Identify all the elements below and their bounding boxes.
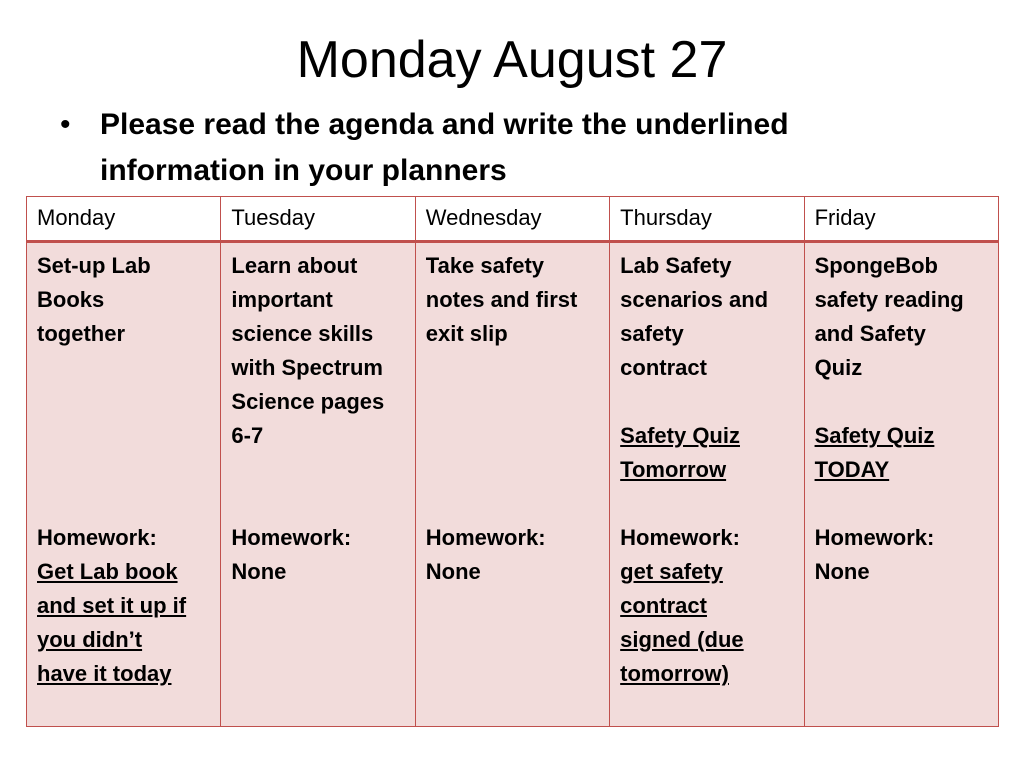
header-monday: Monday [27, 197, 221, 242]
cell-text-line: safety [620, 321, 684, 346]
cell-text-line: Safety Quiz [620, 423, 740, 448]
cell-text-line: Learn about [231, 253, 358, 278]
cell-text-line: Books [37, 287, 105, 312]
cell-text-line: Homework: [814, 525, 935, 550]
cell-blank-line [37, 385, 210, 419]
bullet-dot-icon: • [60, 108, 71, 141]
cell-text-line: tomorrow) [620, 661, 729, 686]
cell-text-line: scenarios and [620, 287, 769, 312]
cell-blank-line [620, 385, 793, 419]
cell-blank-line [815, 385, 988, 419]
cell-text-line: important [231, 287, 333, 312]
cell-tuesday [221, 242, 415, 727]
cell-text-line: Set-up Lab [37, 253, 151, 278]
agenda-table [26, 196, 999, 727]
header-tuesday: Tuesday [221, 197, 415, 242]
cell-text-line: None [425, 559, 481, 584]
header-friday: Friday [804, 197, 998, 242]
cell-blank-line [426, 419, 599, 453]
cell-text-line: together [37, 321, 125, 346]
cell-thursday [610, 242, 804, 727]
cell-text-line: and set it up if [37, 593, 187, 618]
cell-text-line: notes and first [425, 287, 578, 312]
cell-text-line: science skills [231, 321, 374, 346]
cell-text-line: Science pages [231, 389, 385, 414]
cell-text-line: TODAY [814, 457, 890, 482]
agenda-body-row [27, 242, 999, 727]
header-wednesday: Wednesday [415, 197, 609, 242]
cell-text-line: Quiz [814, 355, 863, 380]
cell-blank-line [231, 453, 404, 487]
cell-blank-line [426, 453, 599, 487]
cell-text-line: Homework: [37, 525, 157, 550]
instruction-bullet [60, 102, 960, 194]
cell-text-line: Take safety [425, 253, 544, 278]
cell-text-line: Homework: [231, 525, 352, 550]
cell-blank-line [37, 487, 210, 521]
cell-text-line: SpongeBob [814, 253, 938, 278]
cell-text-line: Safety Quiz [814, 423, 935, 448]
cell-text-line: None [814, 559, 870, 584]
cell-blank-line [37, 351, 210, 385]
instruction-text: Please read the agenda and write the underlined information in your planners [100, 108, 789, 187]
cell-wednesday [415, 242, 609, 727]
cell-text-line: get safety [620, 559, 723, 584]
cell-text-line: signed (due [620, 627, 744, 652]
cell-blank-line [231, 487, 404, 521]
cell-text-line: exit slip [425, 321, 508, 346]
cell-text-line: Homework: [425, 525, 546, 550]
cell-text-line: safety reading [814, 287, 964, 312]
header-thursday: Thursday [610, 197, 804, 242]
cell-text-line: 6-7 [231, 423, 264, 448]
cell-text-line: Get Lab book [37, 559, 178, 584]
cell-text-line: you didn’t [37, 627, 143, 652]
cell-blank-line [37, 419, 210, 453]
cell-blank-line [426, 351, 599, 385]
cell-blank-line [620, 487, 793, 521]
slide-title: Monday August 27 [296, 31, 728, 89]
cell-friday [804, 242, 998, 727]
cell-text-line: Tomorrow [620, 457, 727, 482]
cell-text-line: Lab Safety [620, 253, 732, 278]
cell-text-line: and Safety [814, 321, 926, 346]
cell-text-line: Homework: [620, 525, 740, 550]
cell-monday [27, 242, 221, 727]
cell-blank-line [426, 487, 599, 521]
cell-text-line: with Spectrum [231, 355, 383, 380]
cell-blank-line [37, 453, 210, 487]
cell-blank-line [426, 385, 599, 419]
cell-text-line: have it today [37, 661, 172, 686]
agenda-header-row [27, 197, 999, 242]
cell-blank-line [815, 487, 988, 521]
cell-text-line: contract [620, 593, 707, 618]
cell-text-line: contract [620, 355, 707, 380]
cell-text-line: None [231, 559, 287, 584]
